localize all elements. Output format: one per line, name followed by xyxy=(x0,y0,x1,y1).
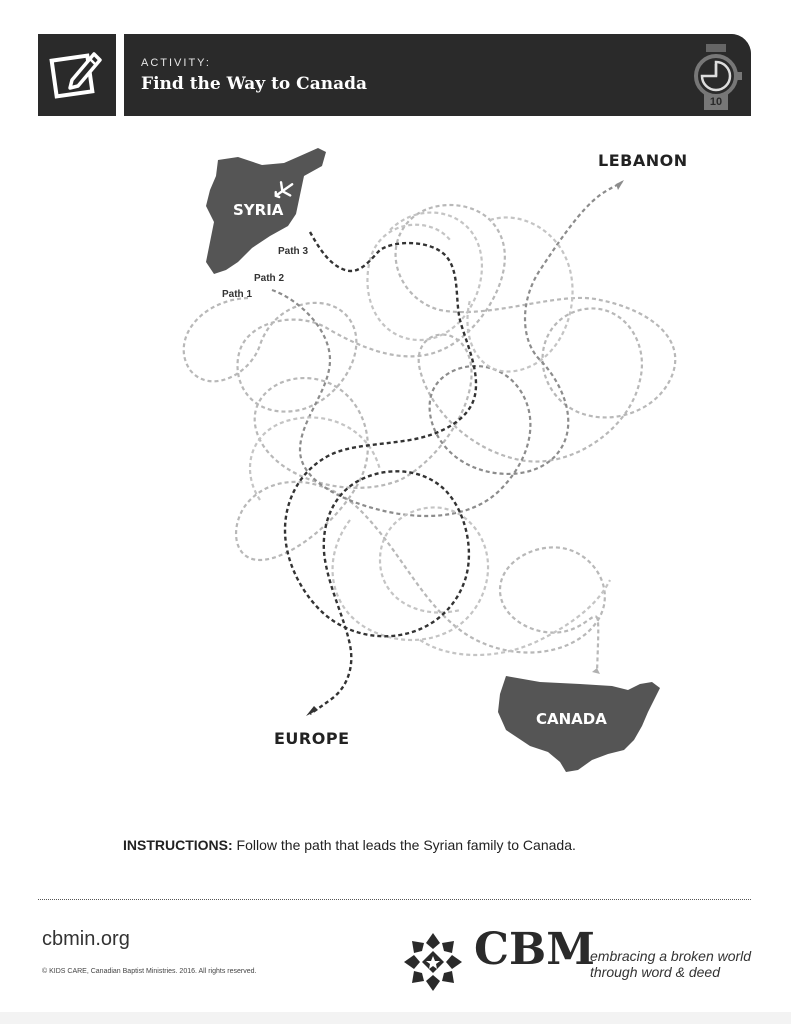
path-label-1: Path 1 xyxy=(222,289,253,300)
path-label-3: Path 3 xyxy=(278,246,309,257)
instructions-text: Follow the path that leads the Syrian family to Canada. xyxy=(232,837,576,853)
arrow-head-lebanon xyxy=(616,180,624,190)
instructions-lead: INSTRUCTIONS: xyxy=(123,837,233,853)
timer-minutes: 10 xyxy=(709,96,723,108)
activity-label: ACTIVITY: xyxy=(141,57,211,69)
bottom-strip xyxy=(0,1012,791,1024)
tagline-line-1: embracing a broken world xyxy=(590,948,752,964)
europe-label: EUROPE xyxy=(274,729,350,748)
copyright-text: © KIDS CARE, Canadian Baptist Ministries. 2016. All rights reserved. xyxy=(42,968,257,975)
brand-tagline xyxy=(590,948,751,980)
instructions xyxy=(123,837,576,853)
lebanon-label: LEBANON xyxy=(598,151,688,170)
canada-label: CANADA xyxy=(536,710,607,728)
path-label-2: Path 2 xyxy=(254,273,285,284)
syria-label: SYRIA xyxy=(233,201,284,219)
cbm-brand: CBM xyxy=(474,924,595,975)
maze-path-2 xyxy=(272,182,622,516)
maze-path-decoy xyxy=(250,213,610,655)
cbm-logo-icon xyxy=(402,931,464,993)
footer-site-link[interactable]: cbmin.org xyxy=(42,928,130,950)
arrow-head-canada xyxy=(592,668,600,674)
footer-divider xyxy=(38,899,751,900)
tagline-line-2: through word & deed xyxy=(590,964,720,980)
page-title: Find the Way to Canada xyxy=(141,74,367,94)
maze-path-3 xyxy=(285,232,476,714)
